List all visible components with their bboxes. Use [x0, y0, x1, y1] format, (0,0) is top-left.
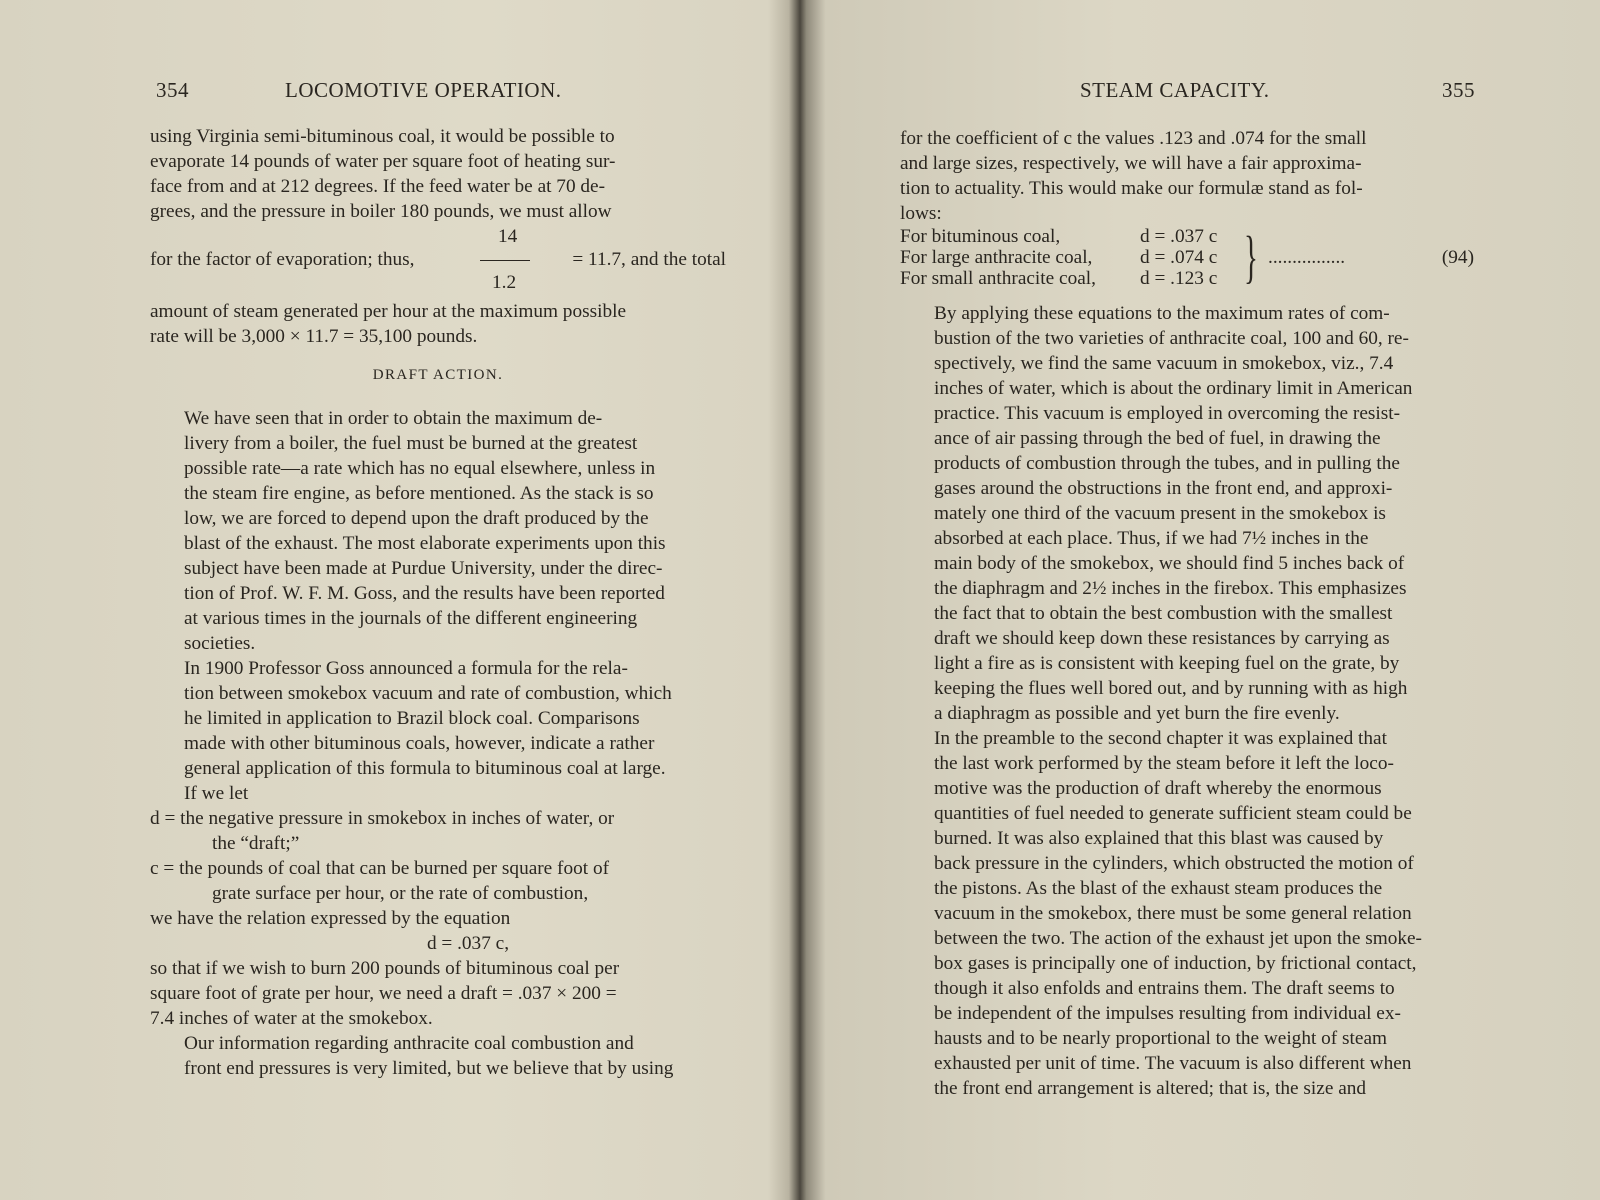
text-line: exhausted per unit of time. The vacuum is also different when	[934, 1053, 1412, 1074]
text-line: and large sizes, respectively, we will have a fair approxima-	[900, 153, 1362, 174]
paragraph	[150, 656, 726, 806]
text-line: light a fire as is consistent with keeping fuel on the grate, by	[934, 653, 1400, 674]
relation-line: we have the relation expressed by the equation	[150, 908, 511, 929]
text-line: We have seen that in order to obtain the maximum de-	[184, 408, 603, 429]
formula-row	[900, 226, 1217, 247]
text-line: vacuum in the smokebox, there must be some general relation	[934, 903, 1412, 924]
text-line: back pressure in the cylinders, which obstructed the motion of	[934, 853, 1414, 874]
paragraph	[900, 126, 1474, 226]
curly-brace-icon: }	[1244, 224, 1258, 289]
text-line: gases around the obstructions in the front end, and approxi-	[934, 478, 1393, 499]
text-line: face from and at 212 degrees. If the feed water be at 70 de-	[150, 176, 606, 197]
text-line: inches of water, which is about the ordinary limit in American	[934, 378, 1413, 399]
paragraph	[150, 124, 726, 224]
formula-label: For bituminous coal,	[900, 226, 1061, 247]
text-line: burned. It was also explained that this blast was caused by	[934, 828, 1384, 849]
right-page-body	[900, 126, 1474, 1101]
paragraph	[150, 299, 726, 349]
text-line: the diaphragm and 2½ inches in the firebox. This emphasizes	[934, 578, 1407, 599]
text-line: spectively, we find the same vacuum in smokebox, viz., 7.4	[934, 353, 1394, 374]
text-line: made with other bituminous coals, however, indicate a rather	[184, 733, 655, 754]
text-line: By applying these equations to the maximum rates of com-	[934, 303, 1390, 324]
paragraph	[150, 1031, 726, 1081]
text-line: 7.4 inches of water at the smokebox.	[150, 1008, 433, 1029]
text-line: tion to actuality. This would make our formulæ stand as fol-	[900, 178, 1363, 199]
text-line: quantities of fuel needed to generate sufficient steam could be	[934, 803, 1412, 824]
text-line: draft we should keep down these resistances by carrying as	[934, 628, 1390, 649]
text-line: for the coefficient of c the values .123 and .074 for the small	[900, 128, 1367, 149]
fraction-numerator: 14	[498, 226, 518, 247]
text-line: grees, and the pressure in boiler 180 pounds, we must allow	[150, 201, 612, 222]
text-line: evaporate 14 pounds of water per square foot of heating sur-	[150, 151, 616, 172]
section-title: DRAFT ACTION.	[372, 367, 504, 383]
page-number: 355	[1442, 78, 1475, 102]
formula-label: For large anthracite coal,	[900, 247, 1093, 268]
fraction-equation	[150, 224, 726, 299]
fraction-bar	[480, 260, 530, 261]
text-line: tion between smokebox vacuum and rate of combustion, which	[184, 683, 672, 704]
text-line: blast of the exhaust. The most elaborate experiments upon this	[184, 533, 666, 554]
text-line: In 1900 Professor Goss announced a formula for the rela-	[184, 658, 628, 679]
definition-c-cont: grate surface per hour, or the rate of combustion,	[212, 883, 589, 904]
text-line: motive was the production of draft whereby the enormous	[934, 778, 1382, 799]
paragraph	[900, 301, 1474, 726]
equation: d = .037 c,	[426, 933, 510, 954]
text-line: be independent of the impulses resulting from individual ex-	[934, 1003, 1401, 1024]
text-line: at various times in the journals of the different engineering	[184, 608, 638, 629]
text-line: Our information regarding anthracite coal combustion and	[184, 1033, 634, 1054]
leader-dots: ................	[1268, 247, 1346, 268]
text-line: a diaphragm as possible and yet burn the fire evenly.	[934, 703, 1340, 724]
text-line: absorbed at each place. Thus, if we had 7½ inches in the	[934, 528, 1369, 549]
text-line: keeping the flues well bored out, and by running with as high	[934, 678, 1408, 699]
text-line: though it also enfolds and entrains them. The draft seems to	[934, 978, 1395, 999]
page-number: 354	[156, 78, 189, 102]
formula-equation: d = .037 c	[1140, 226, 1218, 247]
definition-d-cont: the “draft;”	[212, 833, 300, 854]
text-line: the steam fire engine, as before mentioned. As the stack is so	[184, 483, 654, 504]
fraction-denominator: 1.2	[492, 272, 517, 293]
text-line: possible rate—a rate which has no equal elsewhere, unless in	[184, 458, 656, 479]
text-line: bustion of the two varieties of anthracite coal, 100 and 60, re-	[934, 328, 1409, 349]
text-line: hausts and to be nearly proportional to the weight of steam	[934, 1028, 1387, 1049]
text-line: the front end arrangement is altered; that is, the size and	[934, 1078, 1367, 1099]
formula-label: For small anthracite coal,	[900, 268, 1096, 289]
text-line: ance of air passing through the bed of fuel, in drawing the	[934, 428, 1381, 449]
text-line: mately one third of the vacuum present in the smokebox is	[934, 503, 1386, 524]
text-line: he limited in application to Brazil block coal. Comparisons	[184, 708, 640, 729]
paragraph	[900, 726, 1474, 1101]
text-line: the fact that to obtain the best combustion with the smallest	[934, 603, 1393, 624]
formula-row	[900, 247, 1217, 268]
text-line: box gases is principally one of induction, by frictional contact,	[934, 953, 1417, 974]
text-line: livery from a boiler, the fuel must be burned at the greatest	[184, 433, 638, 454]
text-line: products of combustion through the tubes, and in pulling the	[934, 453, 1400, 474]
text-line: lows:	[900, 203, 942, 224]
text-line: using Virginia semi-bituminous coal, it would be possible to	[150, 126, 615, 147]
right-page	[800, 0, 1600, 1200]
definition-d: d = the negative pressure in smokebox in inches of water, or	[150, 808, 615, 829]
text-line: the last work performed by the steam before it left the loco-	[934, 753, 1394, 774]
text-line: amount of steam generated per hour at the maximum possible	[150, 301, 627, 322]
formula-equation: d = .123 c	[1140, 268, 1218, 289]
text-line: so that if we wish to burn 200 pounds of bituminous coal per	[150, 958, 620, 979]
running-head: LOCOMOTIVE OPERATION.	[285, 78, 562, 102]
text-line: rate will be 3,000 × 11.7 = 35,100 pounds.	[150, 326, 478, 347]
text-line: tion of Prof. W. F. M. Goss, and the results have been reported	[184, 583, 665, 604]
equation-number: (94)	[1441, 247, 1474, 268]
text-line: the pistons. As the blast of the exhaust steam produces the	[934, 878, 1383, 899]
text-line: general application of this formula to bituminous coal at large.	[184, 758, 666, 779]
text-line: low, we are forced to depend upon the draft produced by the	[184, 508, 649, 529]
text-line: square foot of grate per hour, we need a draft = .037 × 200 =	[150, 983, 617, 1004]
text-line: societies.	[184, 633, 256, 654]
paragraph	[150, 956, 726, 1031]
text-line: practice. This vacuum is employed in overcoming the resist-	[934, 403, 1401, 424]
paragraph	[150, 406, 726, 656]
formula-row	[900, 268, 1217, 289]
text-line: between the two. The action of the exhaust jet upon the smoke-	[934, 928, 1422, 949]
text-line: In the preamble to the second chapter it was explained that	[934, 728, 1387, 749]
equation-lhs: for the factor of evaporation; thus,	[150, 249, 415, 270]
text-line: If we let	[184, 783, 249, 804]
text-line: main body of the smokebox, we should find 5 inches back of	[934, 553, 1405, 574]
definition-list	[150, 806, 726, 956]
formula-block	[900, 226, 1474, 301]
running-head: STEAM CAPACITY.	[1080, 78, 1270, 102]
definition-c: c = the pounds of coal that can be burned per square foot of	[150, 858, 610, 879]
left-page-body	[150, 124, 726, 1081]
text-line: front end pressures is very limited, but we believe that by using	[184, 1058, 674, 1079]
equation-rhs: = 11.7, and the total	[572, 249, 726, 270]
formula-equation: d = .074 c	[1140, 247, 1218, 268]
text-line: subject have been made at Purdue University, under the direc-	[184, 558, 663, 579]
